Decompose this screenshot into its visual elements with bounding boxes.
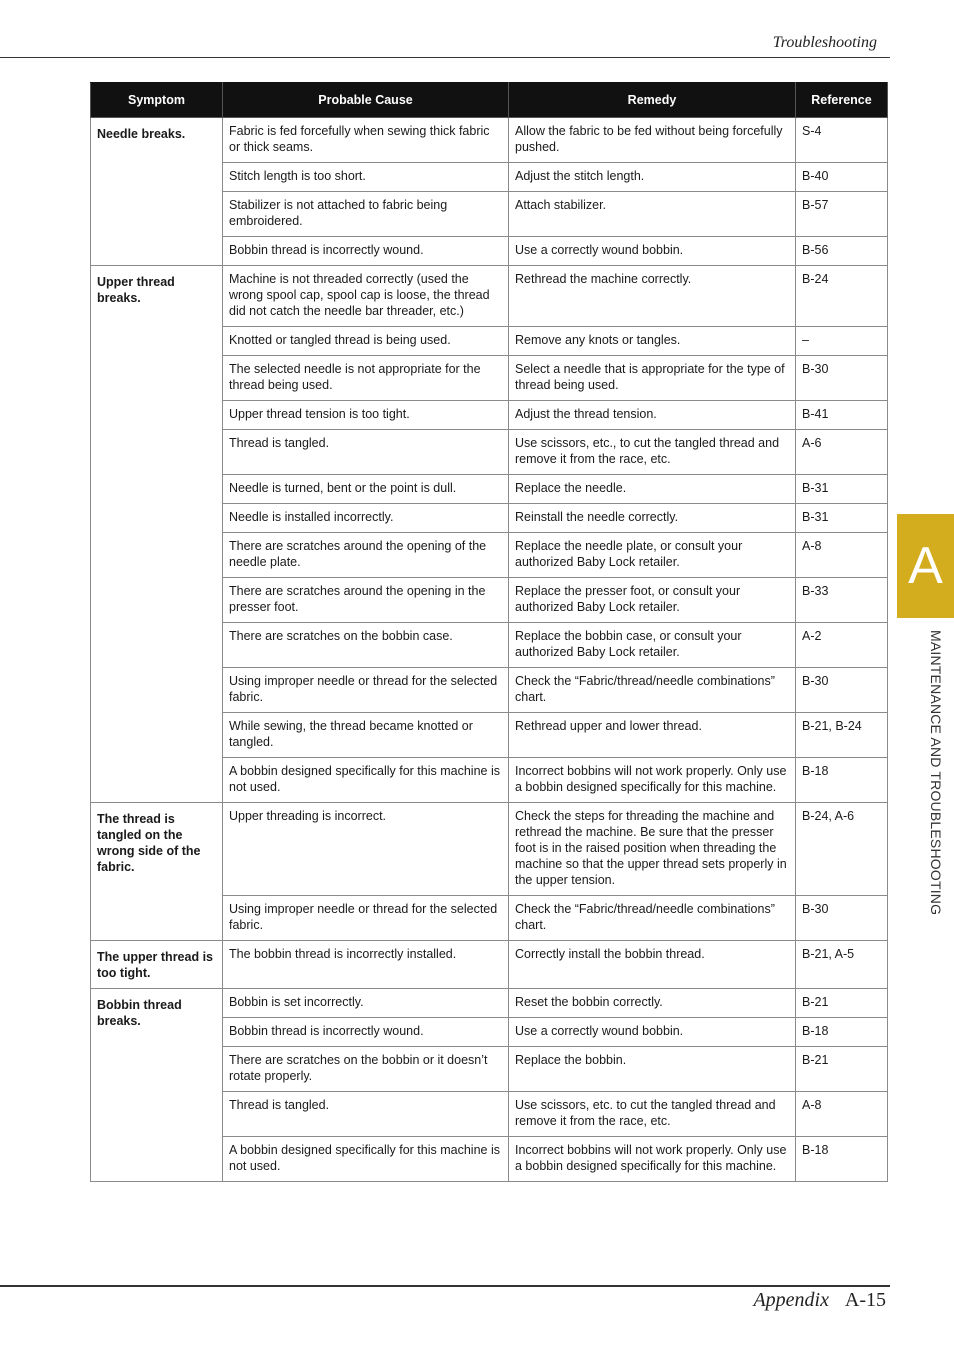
reference-cell: S-4 — [796, 118, 888, 163]
remedy-cell: Correctly install the bobbin thread. — [509, 941, 796, 989]
cause-cell: There are scratches around the opening of the needle plate. — [223, 533, 509, 578]
remedy-cell: Replace the bobbin. — [509, 1047, 796, 1092]
remedy-cell: Use scissors, etc. to cut the tangled thread and remove it from the race, etc. — [509, 1092, 796, 1137]
remedy-cell: Check the “Fabric/thread/needle combinations” chart. — [509, 668, 796, 713]
cause-cell: Needle is turned, bent or the point is dull. — [223, 475, 509, 504]
column-header-probable-cause: Probable Cause — [223, 83, 509, 118]
reference-cell: B-56 — [796, 237, 888, 266]
reference-cell: B-21, A-5 — [796, 941, 888, 989]
remedy-cell: Rethread upper and lower thread. — [509, 713, 796, 758]
cause-cell: Fabric is fed forcefully when sewing thick fabric or thick seams. — [223, 118, 509, 163]
running-header: Troubleshooting — [772, 34, 877, 51]
symptom-cell: The thread is tangled on the wrong side of the fabric. — [91, 803, 223, 941]
symptom-cell: Upper thread breaks. — [91, 266, 223, 803]
reference-cell: B-18 — [796, 758, 888, 803]
table-row — [91, 266, 888, 327]
table-row — [91, 989, 888, 1018]
cause-cell: Machine is not threaded correctly (used the wrong spool cap, spool cap is loose, the thread did not catch the needle bar threader, etc.) — [223, 266, 509, 327]
cause-cell: A bobbin designed specifically for this machine is not used. — [223, 1137, 509, 1182]
reference-cell: B-33 — [796, 578, 888, 623]
reference-cell: A-8 — [796, 1092, 888, 1137]
header-rule — [0, 57, 890, 58]
section-side-label: MAINTENANCE AND TROUBLESHOOTING — [928, 630, 944, 916]
reference-cell: B-18 — [796, 1018, 888, 1047]
page-number: A-15 — [844, 1289, 886, 1311]
cause-cell: Bobbin thread is incorrectly wound. — [223, 1018, 509, 1047]
cause-cell: Stabilizer is not attached to fabric being embroidered. — [223, 192, 509, 237]
cause-cell: Bobbin is set incorrectly. — [223, 989, 509, 1018]
symptom-cell: The upper thread is too tight. — [91, 941, 223, 989]
reference-cell: B-30 — [796, 896, 888, 941]
remedy-cell: Attach stabilizer. — [509, 192, 796, 237]
reference-cell: A-6 — [796, 430, 888, 475]
remedy-cell: Use a correctly wound bobbin. — [509, 1018, 796, 1047]
remedy-cell: Check the “Fabric/thread/needle combinations” chart. — [509, 896, 796, 941]
cause-cell: A bobbin designed specifically for this machine is not used. — [223, 758, 509, 803]
column-header-remedy: Remedy — [509, 83, 796, 118]
remedy-cell: Replace the needle plate, or consult your authorized Baby Lock retailer. — [509, 533, 796, 578]
reference-cell: B-40 — [796, 163, 888, 192]
cause-cell: Upper threading is incorrect. — [223, 803, 509, 896]
remedy-cell: Use a correctly wound bobbin. — [509, 237, 796, 266]
column-header-reference: Reference — [796, 83, 888, 118]
table-header-row — [91, 83, 888, 118]
cause-cell: Using improper needle or thread for the selected fabric. — [223, 668, 509, 713]
remedy-cell: Replace the needle. — [509, 475, 796, 504]
remedy-cell: Adjust the thread tension. — [509, 401, 796, 430]
reference-cell: B-21, B-24 — [796, 713, 888, 758]
cause-cell: Using improper needle or thread for the selected fabric. — [223, 896, 509, 941]
troubleshooting-table — [90, 82, 888, 1182]
remedy-cell: Allow the fabric to be fed without being forcefully pushed. — [509, 118, 796, 163]
cause-cell: Stitch length is too short. — [223, 163, 509, 192]
table-row — [91, 941, 888, 989]
reference-cell: A-2 — [796, 623, 888, 668]
cause-cell: Bobbin thread is incorrectly wound. — [223, 237, 509, 266]
cause-cell: Thread is tangled. — [223, 1092, 509, 1137]
reference-cell: B-24 — [796, 266, 888, 327]
reference-cell: B-57 — [796, 192, 888, 237]
reference-cell: B-24, A-6 — [796, 803, 888, 896]
cause-cell: While sewing, the thread became knotted or tangled. — [223, 713, 509, 758]
cause-cell: There are scratches on the bobbin case. — [223, 623, 509, 668]
footer-rule — [0, 1285, 890, 1287]
cause-cell: There are scratches around the opening in the presser foot. — [223, 578, 509, 623]
symptom-cell: Needle breaks. — [91, 118, 223, 266]
table-row — [91, 118, 888, 163]
cause-cell: Thread is tangled. — [223, 430, 509, 475]
cause-cell: Needle is installed incorrectly. — [223, 504, 509, 533]
column-header-symptom: Symptom — [91, 83, 223, 118]
reference-cell: – — [796, 327, 888, 356]
remedy-cell: Reinstall the needle correctly. — [509, 504, 796, 533]
cause-cell: Knotted or tangled thread is being used. — [223, 327, 509, 356]
reference-cell: B-21 — [796, 989, 888, 1018]
reference-cell: B-30 — [796, 356, 888, 401]
remedy-cell: Replace the presser foot, or consult your authorized Baby Lock retailer. — [509, 578, 796, 623]
remedy-cell: Adjust the stitch length. — [509, 163, 796, 192]
section-tab: A — [897, 514, 954, 618]
cause-cell: The bobbin thread is incorrectly installed. — [223, 941, 509, 989]
reference-cell: B-18 — [796, 1137, 888, 1182]
reference-cell: B-31 — [796, 475, 888, 504]
reference-cell: B-30 — [796, 668, 888, 713]
table-row — [91, 803, 888, 896]
remedy-cell: Replace the bobbin case, or consult your authorized Baby Lock retailer. — [509, 623, 796, 668]
remedy-cell: Select a needle that is appropriate for the type of thread being used. — [509, 356, 796, 401]
footer-section: Appendix — [753, 1289, 829, 1311]
remedy-cell: Remove any knots or tangles. — [509, 327, 796, 356]
remedy-cell: Incorrect bobbins will not work properly. Only use a bobbin designed specifically for this machine. — [509, 758, 796, 803]
cause-cell: Upper thread tension is too tight. — [223, 401, 509, 430]
cause-cell: There are scratches on the bobbin or it doesn’t rotate properly. — [223, 1047, 509, 1092]
remedy-cell: Use scissors, etc., to cut the tangled thread and remove it from the race, etc. — [509, 430, 796, 475]
cause-cell: The selected needle is not appropriate for the thread being used. — [223, 356, 509, 401]
page-footer — [753, 1289, 886, 1312]
table-body — [91, 118, 888, 1182]
remedy-cell: Incorrect bobbins will not work properly. Only use a bobbin designed specifically for this machine. — [509, 1137, 796, 1182]
remedy-cell: Check the steps for threading the machine and rethread the machine. Be sure that the presser foot is in the raised position when threading the machine so that the upper thread sets properly in the upper tension. — [509, 803, 796, 896]
reference-cell: B-31 — [796, 504, 888, 533]
reference-cell: B-41 — [796, 401, 888, 430]
reference-cell: A-8 — [796, 533, 888, 578]
reference-cell: B-21 — [796, 1047, 888, 1092]
symptom-cell: Bobbin thread breaks. — [91, 989, 223, 1182]
remedy-cell: Rethread the machine correctly. — [509, 266, 796, 327]
remedy-cell: Reset the bobbin correctly. — [509, 989, 796, 1018]
